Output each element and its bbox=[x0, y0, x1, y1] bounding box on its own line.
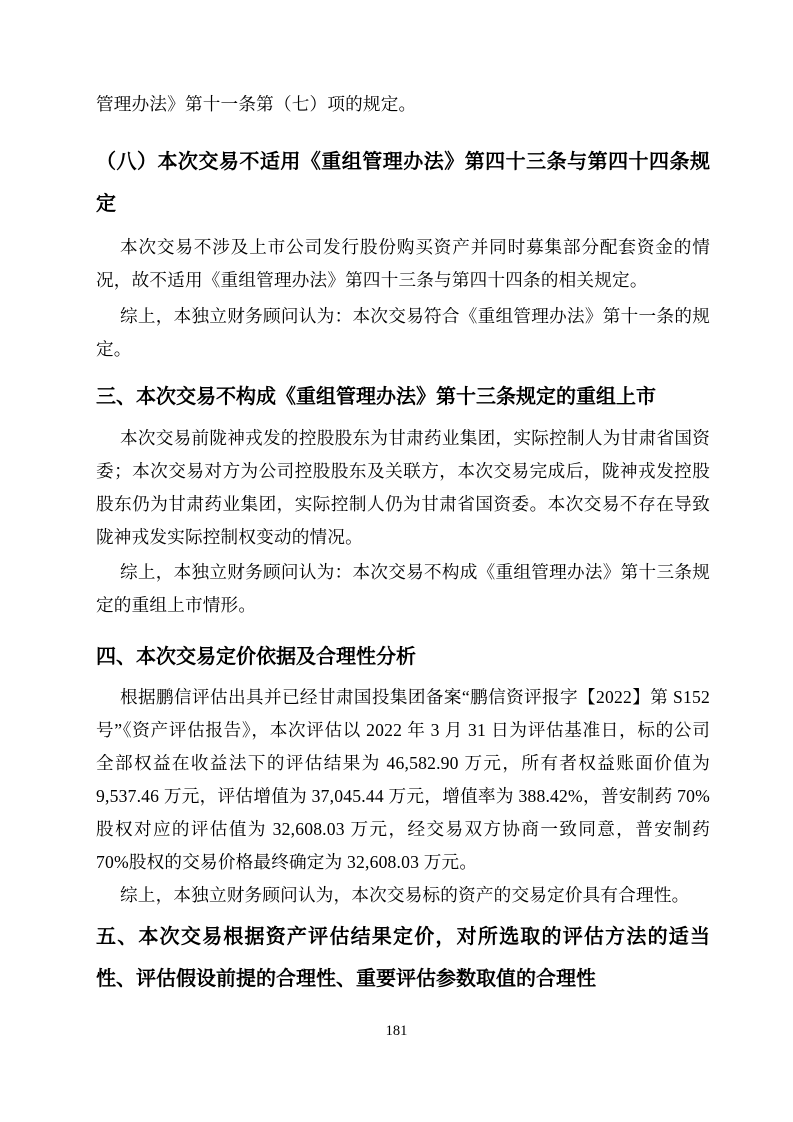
chapter-heading-4: 四、本次交易定价依据及合理性分析 bbox=[96, 646, 416, 668]
body-paragraph: 本次交易前陇神戎发的控股股东为甘肃药业集团，实际控制人为甘肃省国资委；本次交易对方为公司控股股东及关联方，本次交易完成后，陇神戎发控股股东仍为甘肃药业集团，实际控制人仍为甘肃省国资委。本次交易不存在导致陇神戎发实际控制权变动的情况。 bbox=[96, 428, 710, 547]
page-number: 181 bbox=[385, 1023, 408, 1039]
body-paragraph: 本次交易不涉及上市公司发行股份购买资产并同时募集部分配套资金的情况，故不适用《重组管理办法》第四十三条与第四十四条的相关规定。 bbox=[96, 237, 710, 290]
section-heading-8: （八）本次交易不适用《重组管理办法》第四十三条与第四十四条规定 bbox=[96, 151, 710, 215]
body-paragraph: 根据鹏信评估出具并已经甘肃国投集团备案“鹏信资评报字【2022】第 S152 号”《资产评估报告》，本次评估以 2022 年 3 月 31 日为评估基准日，标的公司全部权益在收益法下的评估结果为 46,582.90 万元，所有者权益账面价值为 9,537.46 万元，评估增值为 37,045.44 万元，增值率为 388.42%，普安制药 70%股权对应的评估值为 32,608.03 万元，经交易双方协商一致同意，普安制药 70%股权的交易价格最终确定为 32,608.03 万元。 bbox=[96, 687, 710, 872]
document-content bbox=[96, 0, 710, 1000]
paragraph-continuation: 管理办法》第十一条第（七）项的规定。 bbox=[96, 94, 417, 114]
chapter-heading-3: 三、本次交易不构成《重组管理办法》第十三条规定的重组上市 bbox=[96, 386, 656, 408]
body-paragraph: 综上，本独立财务顾问认为，本次交易标的资产的交易定价具有合理性。 bbox=[120, 885, 690, 905]
body-paragraph: 综上，本独立财务顾问认为：本次交易符合《重组管理办法》第十一条的规定。 bbox=[96, 306, 710, 359]
body-paragraph: 综上，本独立财务顾问认为：本次交易不构成《重组管理办法》第十三条规定的重组上市情形。 bbox=[96, 562, 710, 615]
chapter-heading-5: 五、本次交易根据资产评估结果定价，对所选取的评估方法的适当性、评估假设前提的合理性、重要评估参数取值的合理性 bbox=[96, 926, 710, 990]
